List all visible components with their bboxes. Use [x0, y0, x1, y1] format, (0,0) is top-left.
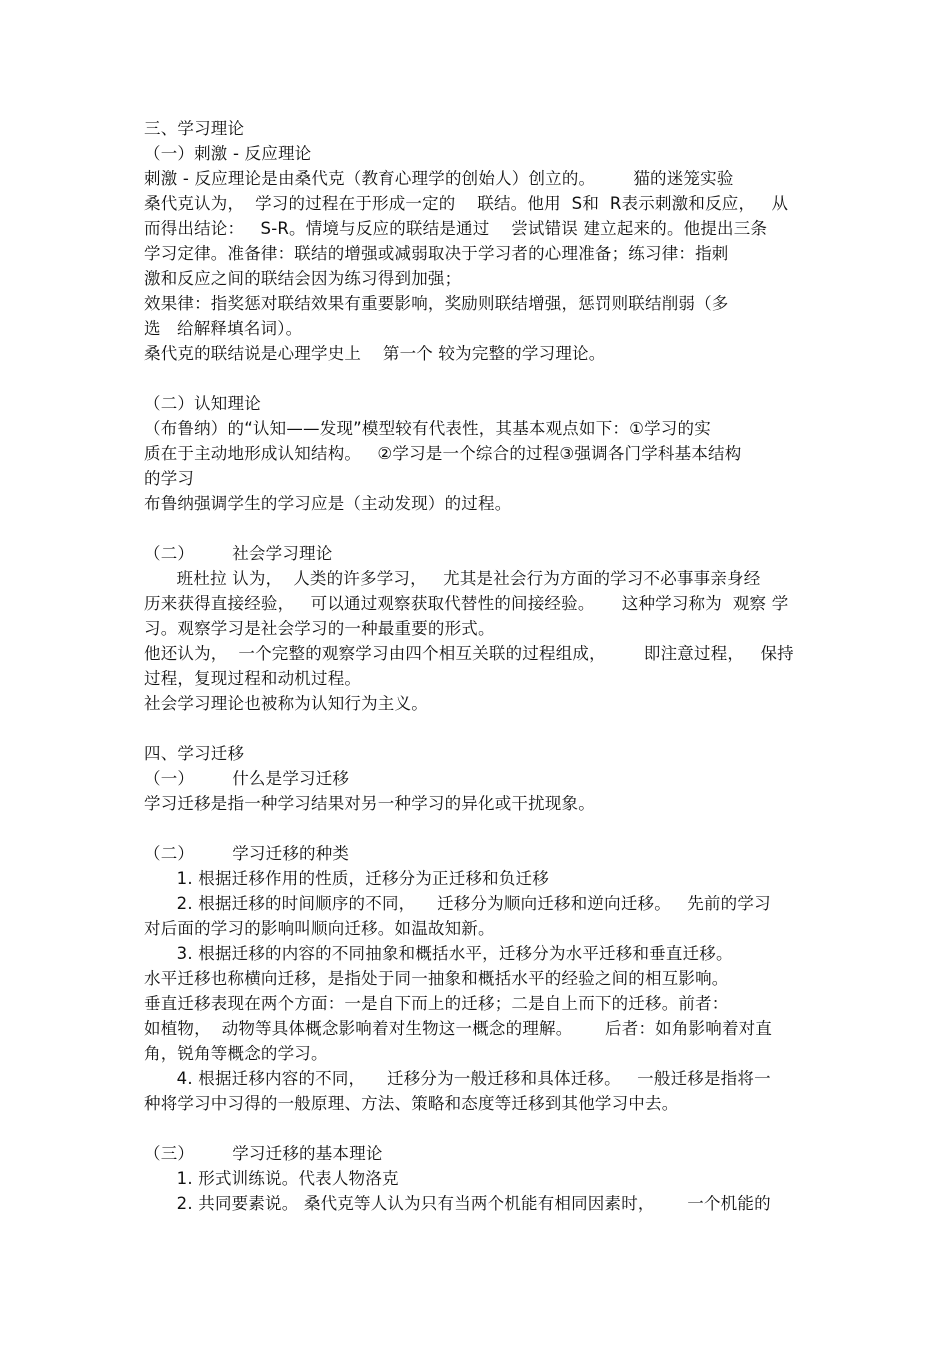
text-line: 学习定律。准备律：联结的增强或减弱取决于学习者的心理准备；练习律：指刺 [144, 244, 729, 263]
subheading-social-learning: （二） 社会学习理论 [144, 544, 333, 563]
list-item: 4. 根据迁移内容的不同， 迁移分为一般迁移和具体迁移。 一般迁移是指将一 [144, 1069, 771, 1088]
list-item: 2. 共同要素说。 桑代克等人认为只有当两个机能有相同因素时， 一个机能的 [144, 1194, 771, 1213]
text-line: 激和反应之间的联结会因为练习得到加强； [144, 269, 462, 288]
text-line: 选 给解释填名词）。 [144, 319, 303, 338]
text-line: 桑代克认为， 学习的过程在于形成一定的 联结。他用 S和 R表示刺激和反应， 从 [144, 194, 789, 213]
text-line: 学习迁移是指一种学习结果对另一种学习的异化或干扰现象。 [144, 794, 595, 813]
list-item: 2. 根据迁移的时间顺序的不同， 迁移分为顺向迁移和逆向迁移。 先前的学习 [144, 894, 771, 913]
section-heading-learning-theory: 三、学习理论 [144, 119, 245, 138]
text-line: 布鲁纳强调学生的学习应是（主动发现）的过程。 [144, 494, 512, 513]
subheading-stimulus-response: （一）刺激 - 反应理论 [144, 144, 312, 163]
subheading-what-is-transfer: （一） 什么是学习迁移 [144, 769, 350, 788]
text-line: 水平迁移也称横向迁移，是指处于同一抽象和概括水平的经验之间的相互影响。 [144, 969, 729, 988]
subheading-cognitive-theory: （二）认知理论 [144, 394, 261, 413]
text-line: 班杜拉 认为， 人类的许多学习， 尤其是社会行为方面的学习不必事事亲身经 [144, 569, 761, 588]
text-line: 桑代克的联结说是心理学史上 第一个 较为完整的学习理论。 [144, 344, 606, 363]
subheading-transfer-theories: （三） 学习迁移的基本理论 [144, 1144, 383, 1163]
list-item: 3. 根据迁移的内容的不同抽象和概括水平，迁移分为水平迁移和垂直迁移。 [144, 944, 733, 963]
text-line: （布鲁纳）的“认知——发现”模型较有代表性，其基本观点如下：①学习的实 [144, 419, 711, 438]
text-line: 历来获得直接经验， 可以通过观察获取代替性的间接经验。 这种学习称为 观察 学 [144, 594, 789, 613]
text-line: 效果律：指奖惩对联结效果有重要影响，奖励则联结增强，惩罚则联结削弱（多 [144, 294, 729, 313]
text-line: 角，锐角等概念的学习。 [144, 1044, 328, 1063]
text-line: 种将学习中习得的一般原理、方法、策略和态度等迁移到其他学习中去。 [144, 1094, 679, 1113]
text-line: 如植物， 动物等具体概念影响着对生物这一概念的理解。 后者：如角影响着对直 [144, 1019, 773, 1038]
text-line: 质在于主动地形成认知结构。 ②学习是一个综合的过程③强调各门学科基本结构 [144, 444, 742, 463]
list-item: 1. 根据迁移作用的性质，迁移分为正迁移和负迁移 [144, 869, 549, 888]
text-line: 他还认为， 一个完整的观察学习由四个相互关联的过程组成， 即注意过程， 保持 [144, 644, 794, 663]
list-item: 1. 形式训练说。代表人物洛克 [144, 1169, 399, 1188]
section-heading-learning-transfer: 四、学习迁移 [144, 744, 245, 763]
text-line: 的学习 [144, 469, 195, 488]
text-line: 对后面的学习的影响叫顺向迁移。如温故知新。 [144, 919, 495, 938]
text-line: 习。观察学习是社会学习的一种最重要的形式。 [144, 619, 495, 638]
text-line: 过程，复现过程和动机过程。 [144, 669, 362, 688]
subheading-transfer-types: （二） 学习迁移的种类 [144, 844, 350, 863]
text-line: 而得出结论： S-R。情境与反应的联结是通过 尝试错误 建立起来的。他提出三条 [144, 219, 768, 238]
text-line: 垂直迁移表现在两个方面：一是自下而上的迁移；二是自上而下的迁移。前者： [144, 994, 729, 1013]
text-line: 刺激 - 反应理论是由桑代克（教育心理学的创始人）创立的。 猫的迷笼实验 [144, 169, 734, 188]
text-line: 社会学习理论也被称为认知行为主义。 [144, 694, 428, 713]
